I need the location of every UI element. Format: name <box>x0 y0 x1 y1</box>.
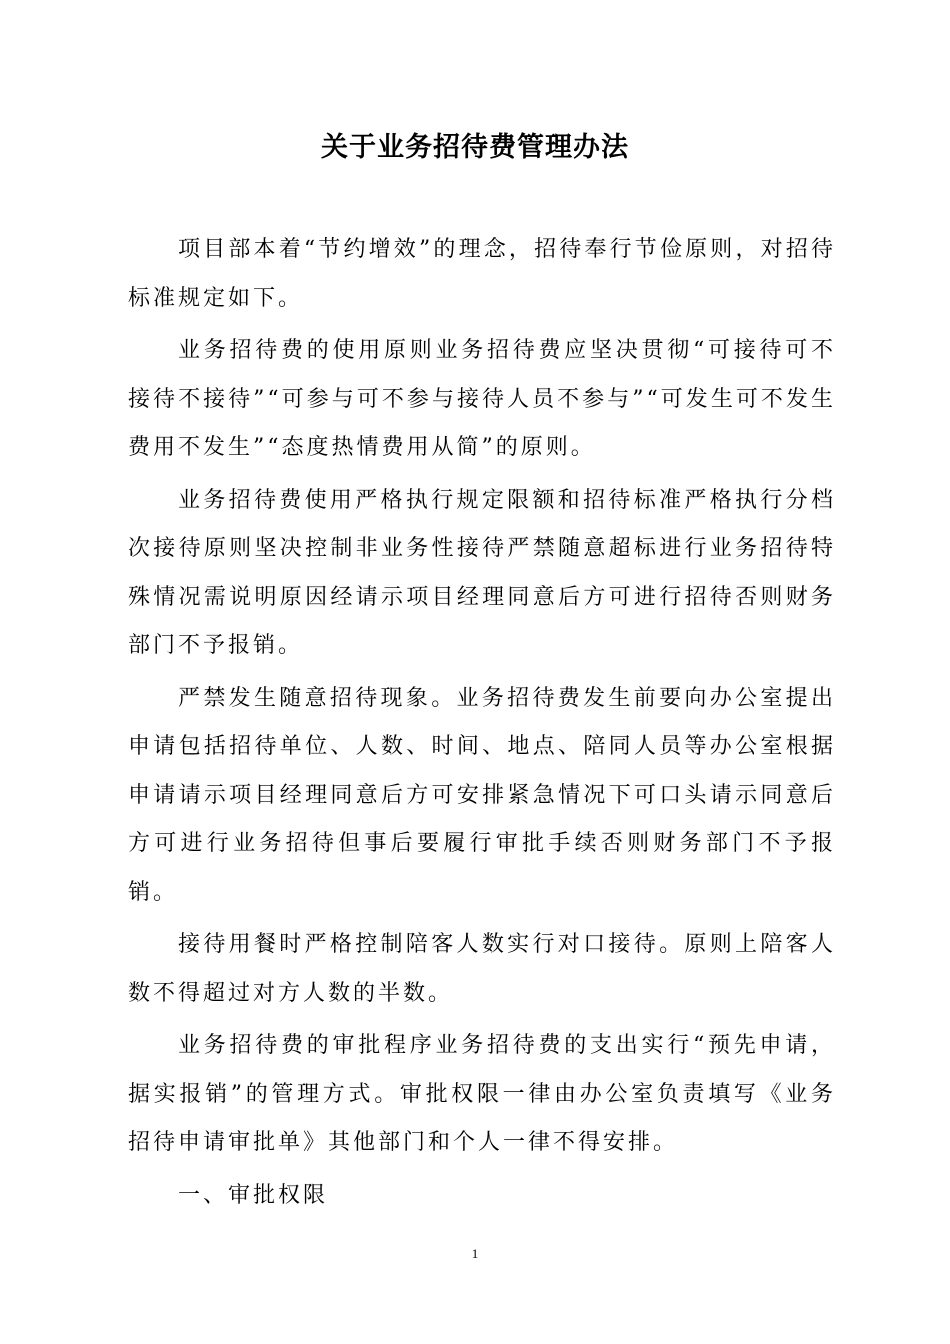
document-body <box>128 226 836 1224</box>
paragraph-principles: 业务招待费的使用原则业务招待费应坚决贯彻“可接待可不接待不接待”“可参与可不参与接待人员不参与”“可发生可不发生费用不发生”“态度热情费用从简”的原则。 <box>128 338 836 460</box>
document-title: 关于业务招待费管理办法 <box>321 132 629 163</box>
paragraph-application: 严禁发生随意招待现象。业务招待费发生前要向办公室提出申请包括招待单位、人数、时间、地点、陪同人员等办公室根据申请请示项目经理同意后方可安排紧急情况下可口头请示同意后方可进行业务招待但事后要履行审批手续否则财务部门不予报销。 <box>128 685 836 905</box>
section-heading-approval-authority: 一、审批权限 <box>178 1182 329 1208</box>
page-number: 1 <box>471 1246 479 1261</box>
paragraph-approval-procedure: 业务招待费的审批程序业务招待费的支出实行“预先申请，据实报销”的管理方式。审批权限一律由办公室负责填写《业务招待申请审批单》其他部门和个人一律不得安排。 <box>128 1033 836 1155</box>
paragraph-intro: 项目部本着“节约增效”的理念，招待奉行节俭原则，对招待标准规定如下。 <box>128 237 836 311</box>
paragraph-limits: 业务招待费使用严格执行规定限额和招待标准严格执行分档次接待原则坚决控制非业务性接待严禁随意超标进行业务招待特殊情况需说明原因经请示项目经理同意后方可进行招待否则财务部门不予报销。 <box>128 487 836 658</box>
paragraph-dining: 接待用餐时严格控制陪客人数实行对口接待。原则上陪客人数不得超过对方人数的半数。 <box>128 932 836 1006</box>
